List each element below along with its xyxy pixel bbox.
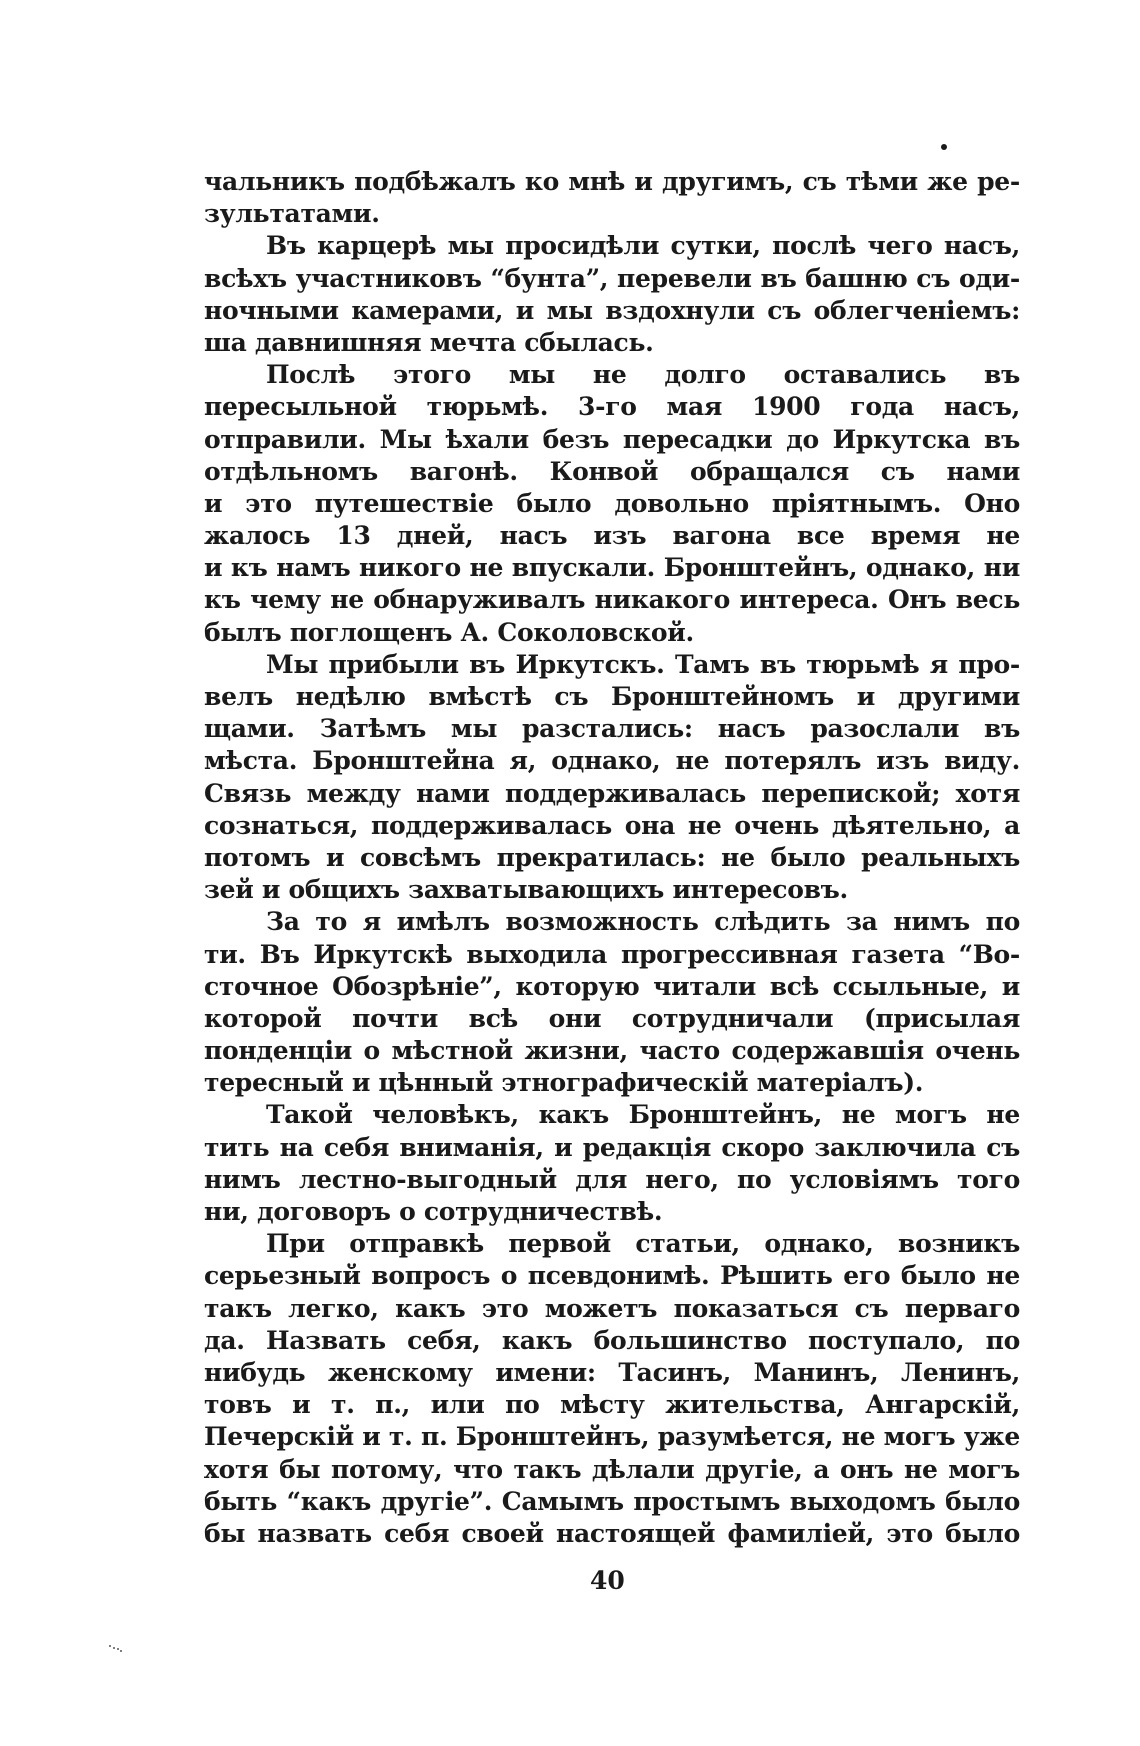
text-line: отдѣльномъ вагонѣ. Конвой обращался съ нами [204,456,1020,486]
text-line: ни, договоръ о сотрудничествѣ. [204,1197,663,1226]
text-line: Печерскій и т. п. Бронштейнъ, разумѣется, не могъ уже [204,1422,1020,1452]
text-line: велъ недѣлю вмѣстѣ съ Бронштейномъ и другими [204,682,1020,711]
text-line: нибудь женскому имени: Тасинъ, Манинъ, Ленинъ, [204,1357,1020,1387]
print-speck-mark [108,1644,128,1654]
text-line: За то я имѣлъ возможность слѣдить за нимъ по [266,907,1020,937]
text-line: Послѣ этого мы не долго оставались въ [266,360,1020,390]
text-line: щами. Затѣмъ мы разстались: насъ разослали въ [204,714,1020,744]
text-line: понденціи о мѣстной жизни, часто содержавшія очень [204,1036,1020,1066]
text-line: ша давнишняя мечта сбылась. [204,327,654,357]
text-line: и это путешествіе было довольно пріятнымъ. Оно [204,488,1020,518]
text-line: тересный и цѣнный этнографическій матеріалъ). [204,1068,924,1098]
text-line: бы назвать себя своей настоящей фамиліей, это было [204,1518,1020,1548]
text-line: быть “какъ другіе”. Самымъ простымъ выходомъ было [204,1486,1020,1516]
text-line: При отправкѣ первой статьи, однако, возникъ [266,1229,1020,1259]
text-line: нимъ лестно-выгодный для него, по условіямъ того [204,1164,1020,1194]
text-line: зей и общихъ захватывающихъ интересовъ. [204,875,848,905]
text-line: пересыльной тюрьмѣ. 3-го мая 1900 года насъ, [204,392,1020,422]
print-speck [941,144,947,150]
text-line: ти. Въ Иркутскѣ выходила прогрессивная газета “Во- [204,939,1020,969]
text-line: сознаться, поддерживалась она не очень дѣятельно, а [204,810,1020,840]
text-line: къ чему не обнаруживалъ никакого интереса. Онъ весь [204,585,1020,615]
text-line: ночными камерами, и мы вздохнули съ облегченіемъ: [204,295,1020,325]
text-line: всѣхъ участниковъ “бунта”, перевели въ башню съ оди- [204,263,1020,293]
text-line: зультатами. [204,199,380,229]
text-line: товъ и т. п., или по мѣсту жительства, Ангарскій, [204,1390,1020,1420]
text-line: жалось 13 дней, насъ изъ вагона все время не [204,521,1020,551]
text-line: чальникъ подбѣжалъ ко мнѣ и другимъ, съ тѣми же ре- [204,167,1020,196]
text-line: Такой человѣкъ, какъ Бронштейнъ, не могъ не [266,1100,1020,1130]
text-line: сточное Обозрѣніе”, которую читали всѣ ссыльные, и [204,971,1020,1001]
text-line: тить на себя вниманія, и редакція скоро заключила съ [204,1132,1020,1162]
text-line: такъ легко, какъ это можетъ показаться съ перваго [204,1293,1020,1323]
text-line: хотя бы потому, что такъ дѣлали другіе, а онъ не могъ [204,1454,1020,1484]
text-line: и къ намъ никого не впускали. Бронштейнъ, однако, ни [204,553,1020,583]
body-text [204,166,1020,1550]
text-line: отправили. Мы ѣхали безъ пересадки до Иркутска въ [204,424,1020,454]
text-line: серьезный вопросъ о псевдонимѣ. Рѣшить его было не [204,1261,1020,1291]
text-line: Въ карцерѣ мы просидѣли сутки, послѣ чего насъ, [266,231,1020,261]
text-line: Связь между нами поддерживалась перепиской; хотя [204,778,1020,808]
text-line: Мы прибыли въ Иркутскъ. Тамъ въ тюрьмѣ я про- [266,649,1020,679]
text-line: потомъ и совсѣмъ прекратилась: не было реальныхъ [204,842,1020,872]
text-line: мѣста. Бронштейна я, однако, не потерялъ изъ виду. [204,746,1020,776]
text-line: былъ поглощенъ А. Соколовской. [204,617,694,647]
text-line: да. Назвать себя, какъ большинство поступало, по [204,1325,1020,1355]
page-number: 40 [590,1566,625,1595]
text-line: которой почти всѣ они сотрудничали (присылая [204,1003,1020,1033]
